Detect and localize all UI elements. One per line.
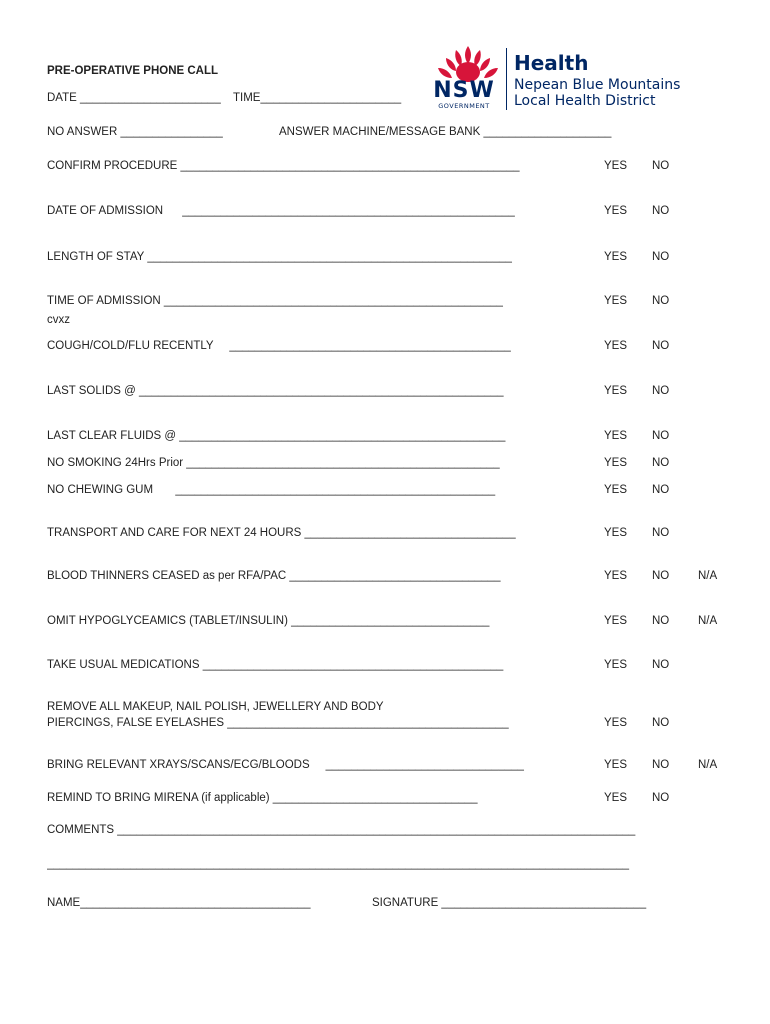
- yes-option[interactable]: YES: [604, 615, 628, 627]
- yes-option[interactable]: YES: [604, 295, 628, 307]
- no-option[interactable]: NO: [652, 340, 670, 352]
- question-row-label[interactable]: NO CHEWING GUM __________________________________________________: [47, 484, 496, 496]
- no-option[interactable]: NO: [652, 160, 670, 172]
- no-option[interactable]: NO: [652, 251, 670, 263]
- yes-option[interactable]: YES: [604, 792, 628, 804]
- no-option[interactable]: NO: [652, 430, 670, 442]
- yes-option[interactable]: YES: [604, 340, 628, 352]
- answer-machine-field[interactable]: ANSWER MACHINE/MESSAGE BANK ____________________: [279, 126, 612, 138]
- no-option[interactable]: NO: [652, 457, 670, 469]
- question-row-label[interactable]: REMIND TO BRING MIRENA (if applicable) ________________________________: [47, 792, 478, 804]
- no-option[interactable]: NO: [652, 527, 670, 539]
- question-row-label[interactable]: BLOOD THINNERS CEASED as per RFA/PAC _________________________________: [47, 570, 501, 582]
- question-row-label[interactable]: PIERCINGS, FALSE EYELASHES ____________________________________________: [47, 717, 509, 729]
- signature-field[interactable]: SIGNATURE ________________________________: [372, 897, 647, 909]
- health-wordmark: Health: [514, 51, 589, 75]
- yes-option[interactable]: YES: [604, 251, 628, 263]
- yes-option[interactable]: YES: [604, 659, 628, 671]
- nsw-wordmark: NSW: [433, 78, 495, 103]
- district-line-1: Nepean Blue Mountains: [514, 77, 681, 93]
- no-option[interactable]: NO: [652, 484, 670, 496]
- yes-option[interactable]: YES: [604, 160, 628, 172]
- name-field[interactable]: NAME____________________________________: [47, 897, 311, 909]
- district-line-2: Local Health District: [514, 93, 656, 109]
- no-option[interactable]: NO: [652, 385, 670, 397]
- na-option[interactable]: N/A: [698, 570, 718, 582]
- question-row-label[interactable]: LENGTH OF STAY _________________________________________________________: [47, 251, 512, 263]
- no-option[interactable]: NO: [652, 717, 670, 729]
- yes-option[interactable]: YES: [604, 205, 628, 217]
- yes-option[interactable]: YES: [604, 570, 628, 582]
- question-row-label[interactable]: TIME OF ADMISSION _____________________________________________________: [47, 295, 503, 307]
- logo-divider: [506, 48, 507, 110]
- government-wordmark: GOVERNMENT: [438, 102, 490, 110]
- handwritten-note: cvxz: [47, 314, 70, 326]
- question-row-label[interactable]: BRING RELEVANT XRAYS/SCANS/ECG/BLOODS _______________________________: [47, 759, 524, 771]
- question-row-label[interactable]: TRANSPORT AND CARE FOR NEXT 24 HOURS _________________________________: [47, 527, 516, 539]
- no-option[interactable]: NO: [652, 759, 670, 771]
- question-row-label[interactable]: CONFIRM PROCEDURE _____________________________________________________: [47, 160, 520, 172]
- comments-field-line-2[interactable]: ___________________________________________________________________________________________: [47, 858, 630, 870]
- no-option[interactable]: NO: [652, 295, 670, 307]
- question-row-label[interactable]: LAST SOLIDS @ _________________________________________________________: [47, 385, 504, 397]
- question-row-label[interactable]: TAKE USUAL MEDICATIONS _______________________________________________: [47, 659, 504, 671]
- makeup-line-1: REMOVE ALL MAKEUP, NAIL POLISH, JEWELLERY AND BODY: [47, 701, 384, 713]
- na-option[interactable]: N/A: [698, 615, 718, 627]
- no-answer-field[interactable]: NO ANSWER ________________: [47, 126, 223, 138]
- yes-option[interactable]: YES: [604, 457, 628, 469]
- yes-option[interactable]: YES: [604, 484, 628, 496]
- no-option[interactable]: NO: [652, 659, 670, 671]
- question-row-label[interactable]: LAST CLEAR FLUIDS @ ___________________________________________________: [47, 430, 506, 442]
- yes-option[interactable]: YES: [604, 430, 628, 442]
- date-field[interactable]: DATE ______________________: [47, 92, 221, 104]
- yes-option[interactable]: YES: [604, 527, 628, 539]
- no-option[interactable]: NO: [652, 570, 670, 582]
- question-row-label[interactable]: DATE OF ADMISSION ____________________________________________________: [47, 205, 515, 217]
- yes-option[interactable]: YES: [604, 759, 628, 771]
- no-option[interactable]: NO: [652, 615, 670, 627]
- no-option[interactable]: NO: [652, 205, 670, 217]
- question-row-label[interactable]: NO SMOKING 24Hrs Prior _________________________________________________: [47, 457, 500, 469]
- no-option[interactable]: NO: [652, 792, 670, 804]
- yes-option[interactable]: YES: [604, 717, 628, 729]
- form-title: PRE-OPERATIVE PHONE CALL: [47, 65, 219, 77]
- na-option[interactable]: N/A: [698, 759, 718, 771]
- time-field[interactable]: TIME______________________: [233, 92, 402, 104]
- yes-option[interactable]: YES: [604, 385, 628, 397]
- question-row-label[interactable]: OMIT HYPOGLYCEAMICS (TABLET/INSULIN) _______________________________: [47, 615, 490, 627]
- comments-field[interactable]: COMMENTS _________________________________________________________________________________: [47, 824, 636, 836]
- question-row-label[interactable]: COUGH/COLD/FLU RECENTLY ____________________________________________: [47, 340, 511, 352]
